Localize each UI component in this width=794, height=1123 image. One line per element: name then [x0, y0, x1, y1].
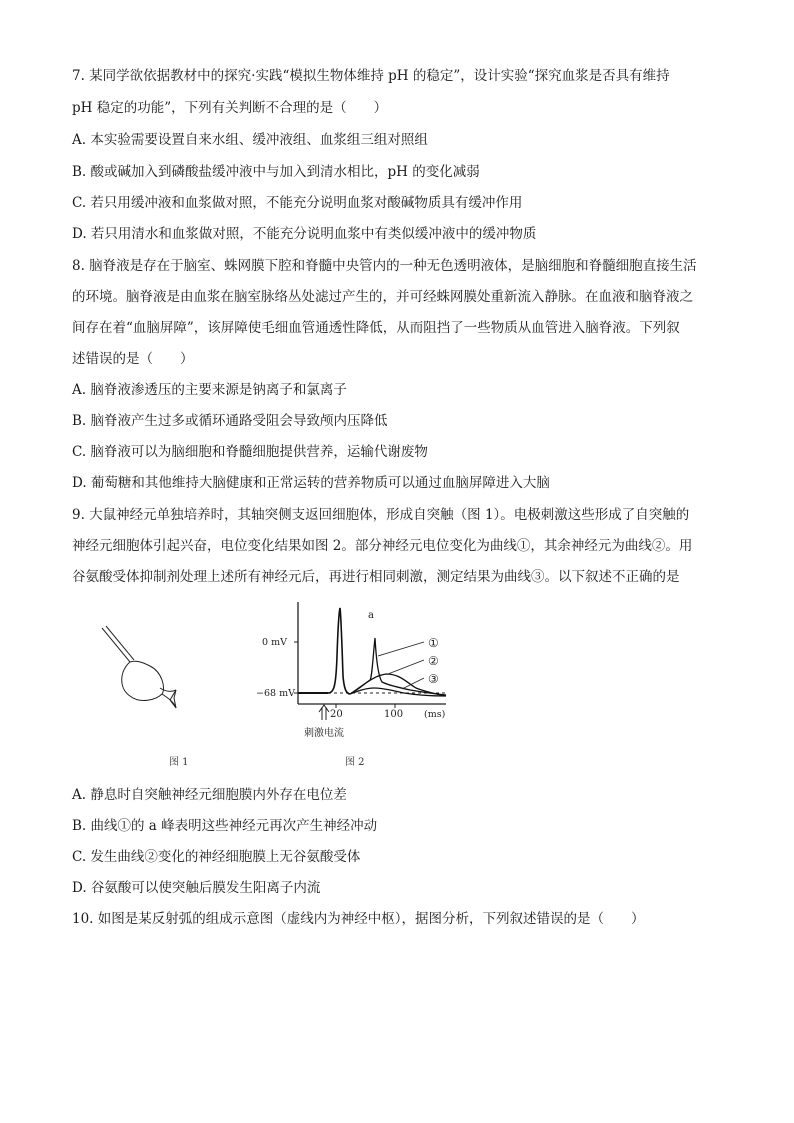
x-tick-100: 100 — [384, 709, 404, 720]
q9-option-d: D. 谷氨酸可以使突触后膜发生阳离子内流 — [72, 880, 321, 896]
x-tick-20: 20 — [330, 709, 343, 720]
q9-stem-line1: 9. 大鼠神经元单独培养时，其轴突侧支返回细胞体，形成自突触（图 1）。电极刺激这些形成了自突触的 — [72, 507, 690, 523]
curve-1-label: ① — [428, 636, 439, 650]
curve-3 — [350, 688, 446, 696]
q9-figure-svg — [90, 596, 470, 776]
action-potential-spike — [328, 608, 350, 694]
stimulus-arrow-icon — [319, 705, 329, 720]
peak-a-label: a — [368, 610, 374, 621]
q9-figure — [90, 596, 470, 776]
curve-label-leaders — [378, 642, 424, 689]
fig1-caption: 图 1 — [169, 757, 189, 768]
q8-option-a: A. 脑脊液渗透压的主要来源是钠离子和氯离子 — [72, 382, 347, 398]
q10-stem-line1: 10. 如图是某反射弧的组成示意图（虚线内为神经中枢），据图分析，下列叙述错误的是（ ） — [72, 911, 645, 927]
q7-option-b: B. 酸或碱加入到磷酸盐缓冲液中与加入到清水相比，pH 的变化减弱 — [72, 164, 480, 180]
y-label-rest: −68 mV — [256, 688, 295, 699]
q7-stem-line1: 7. 某同学欲依据教材中的探究·实践“模拟生物体维持 pH 的稳定”，设计实验“探究血浆是否具有维持 — [72, 68, 670, 84]
q9-option-c: C. 发生曲线②变化的神经细胞膜上无谷氨酸受体 — [72, 849, 361, 865]
q9-stem-line2: 神经元细胞体引起兴奋，电位变化结果如图 2。部分神经元电位变化为曲线①，其余神经元为曲线②。用 — [72, 538, 693, 554]
stimulus-label: 刺激电流 — [304, 728, 344, 739]
q8-stem-line1: 8. 脑脊液是存在于脑室、蛛网膜下腔和脊髓中央管内的一种无色透明液体，是脑细胞和脊髓细胞直接生活 — [72, 258, 697, 274]
q8-stem-line3: 间存在着“血脑屏障”，该屏障使毛细血管通透性降低，从而阻挡了一些物质从血管进入脑脊液。下列叙 — [72, 320, 680, 336]
q7-option-d: D. 若只用清水和血浆做对照，不能充分说明血浆中有类似缓冲液中的缓冲物质 — [72, 226, 537, 242]
q9-stem-line3: 谷氨酸受体抑制剂处理上述所有神经元后，再进行相同刺激，测定结果为曲线③。以下叙述不正确的是 — [72, 569, 680, 585]
q8-option-c: C. 脑脊液可以为脑细胞和脊髓细胞提供营养，运输代谢废物 — [72, 444, 428, 460]
q9-option-b: B. 曲线①的 a 峰表明这些神经元再次产生神经冲动 — [72, 818, 378, 834]
q7-stem-line2: pH 稳定的功能”，下列有关判断不合理的是（ ） — [72, 100, 388, 116]
q8-stem-line2: 的环境。脑脊液是由血浆在脑室脉络丛处滤过产生的，并可经蛛网膜处重新流入静脉。在血液和脑脊液之 — [72, 289, 693, 305]
autapse-neuron-drawing — [102, 626, 176, 708]
fig2-caption: 图 2 — [345, 757, 365, 768]
q8-option-b: B. 脑脊液产生过多或循环通路受阻会导致颅内压降低 — [72, 413, 388, 429]
curve-3-label: ③ — [428, 672, 439, 686]
x-unit: (ms) — [424, 709, 446, 720]
q7-option-a: A. 本实验需要设置自来水组、缓冲液组、血浆组三组对照组 — [72, 132, 428, 148]
curve-2-label: ② — [428, 654, 439, 668]
q8-option-d: D. 葡萄糖和其他维持大脑健康和正常运转的营养物质可以通过血脑屏障进入大脑 — [72, 475, 550, 491]
q8-stem-line4: 述错误的是（ ） — [72, 351, 194, 367]
q7-option-c: C. 若只用缓冲液和血浆做对照，不能充分说明血浆对酸碱物质具有缓冲作用 — [72, 195, 523, 211]
y-label-zero: 0 mV — [262, 637, 287, 648]
q9-option-a: A. 静息时自突触神经元细胞膜内外存在电位差 — [72, 787, 347, 803]
